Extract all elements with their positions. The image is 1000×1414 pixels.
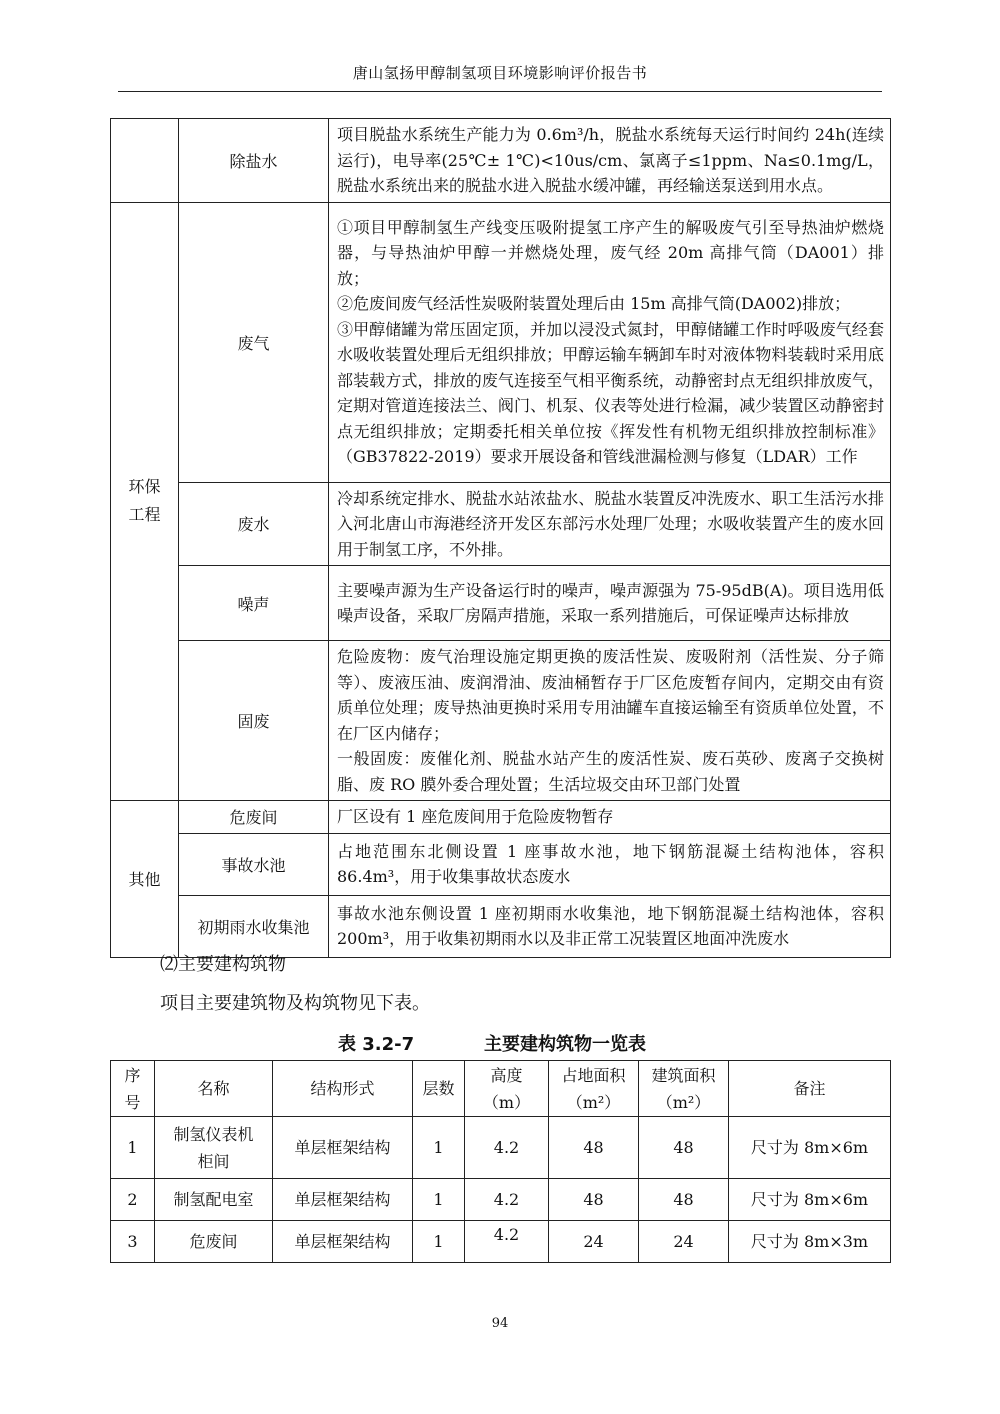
description-cell — [329, 119, 891, 203]
table-cell: 危废间 — [155, 1221, 273, 1263]
column-header: 占地面积（m²） — [549, 1061, 639, 1117]
table-cell: 4.2 — [465, 1179, 549, 1221]
table-header-row — [111, 1061, 891, 1117]
section-intro: 项目主要建筑物及构筑物见下表。 — [160, 993, 430, 1014]
subcategory-cell: 初期雨水收集池 — [179, 895, 329, 957]
description-line: ③甲醇储罐为常压固定顶，并加以浸没式氮封，甲醇储罐工作时呼吸废气经套水吸收装置处理后无组织排放；甲醇运输车辆卸车时对液体物料装载时采用底部装载方式，排放的废气连接至气相平衡系统，动静密封点无组织排放废气，定期对管道连接法兰、阀门、机泵、仪表等处进行检漏，减少装置区动静密封点无组织排放；定期委托相关单位按《挥发性有机物无组织排放控制标准》（GB37822-2019）要求开展设备和管线泄漏检测与修复（LDAR）工作 — [337, 319, 884, 466]
section-heading: ⑵主要建构筑物 — [160, 954, 286, 975]
table-cell: 48 — [639, 1117, 729, 1179]
description-line: 事故水池东侧设置 1 座初期雨水收集池，地下钢筋混凝土结构池体，容积 200m³，用于收集初期雨水以及非正常工况装置区地面冲洗废水 — [337, 903, 884, 948]
description-line: 占地范围东北侧设置 1 座事故水池，地下钢筋混凝土结构池体，容积 86.4m³，用于收集事故状态废水 — [337, 841, 884, 886]
description-cell — [329, 482, 891, 566]
table-cell: 24 — [549, 1221, 639, 1263]
table-row — [111, 566, 891, 641]
description-cell — [329, 641, 891, 801]
subcategory-cell: 除盐水 — [179, 119, 329, 203]
engineering-table — [110, 118, 891, 958]
column-header: 建筑面积（m²） — [639, 1061, 729, 1117]
table-row — [111, 895, 891, 957]
table-cell: 单层框架结构 — [273, 1117, 413, 1179]
description-line: 项目脱盐水系统生产能力为 0.6m³/h，脱盐水系统每天运行时间约 24h(连续运行)，电导率(25℃± 1℃)<10us/cm、氯离子≤1ppm、Na≤0.1mg/L，脱盐水系统出来的脱盐水进入脱盐水缓冲罐，再经输送泵送到用水点。 — [337, 125, 884, 195]
table-cell: 单层框架结构 — [273, 1221, 413, 1263]
description-line: ①项目甲醇制氢生产线变压吸附提氢工序产生的解吸废气引至导热油炉燃烧器，与导热油炉甲醇一并燃烧处理，废气经 20m 高排气筒（DA001）排放； — [337, 217, 884, 288]
column-header: 备注 — [729, 1061, 891, 1117]
column-header: 序号 — [111, 1061, 155, 1117]
description-line: 危险废物：废气治理设施定期更换的废活性炭、废吸附剂（活性炭、分子筛等）、废液压油、废润滑油、废油桶暂存于厂区危废暂存间内，定期交由有资质单位处理；废导热油更换时采用专用油罐车直接运输至有资质单位处置，不在厂区内储存； — [337, 647, 884, 743]
table-cell: 1 — [111, 1117, 155, 1179]
table-cell: 48 — [549, 1179, 639, 1221]
table-cell: 制氢配电室 — [155, 1179, 273, 1221]
description-line: ②危废间废气经活性炭吸附装置处理后由 15m 高排气筒(DA002)排放； — [337, 294, 851, 313]
description-line: 冷却系统定排水、脱盐水站浓盐水、脱盐水装置反冲洗废水、职工生活污水排入河北唐山市海港经济开发区东部污水处理厂处理；水吸收装置产生的废水回用于制氢工序，不外排。 — [337, 488, 884, 559]
description-cell — [329, 566, 891, 641]
table-cell: 1 — [413, 1179, 465, 1221]
description-cell — [329, 833, 891, 895]
description-cell — [329, 202, 891, 482]
table-row — [111, 1221, 891, 1263]
page-number: 94 — [491, 1316, 509, 1331]
subcategory-cell: 危废间 — [179, 801, 329, 834]
buildings-table — [110, 1060, 891, 1263]
table-cell: 1 — [413, 1117, 465, 1179]
subcategory-cell: 噪声 — [179, 566, 329, 641]
table-row — [111, 641, 891, 801]
column-header: 结构形式 — [273, 1061, 413, 1117]
description-cell — [329, 801, 891, 834]
description-line: 厂区设有 1 座危废间用于危险废物暂存 — [337, 807, 614, 826]
table-cell: 尺寸为 8m×6m — [729, 1117, 891, 1179]
table-row — [111, 833, 891, 895]
category-cell: 环保工程 — [111, 202, 179, 801]
description-line: 主要噪声源为生产设备运行时的噪声，噪声源强为 75-95dB(A)。项目选用低噪声设备，采取厂房隔声措施，采取一系列措施后，可保证噪声达标排放 — [337, 580, 884, 625]
description-line: 一般固废：废催化剂、脱盐水站产生的废活性炭、废石英砂、废离子交换树脂、废 RO 膜外委合理处置；生活垃圾交由环卫部门处置 — [337, 749, 884, 794]
table-row — [111, 801, 891, 834]
subcategory-cell: 废气 — [179, 202, 329, 482]
table-row — [111, 202, 891, 482]
subcategory-cell: 固废 — [179, 641, 329, 801]
column-header: 层数 — [413, 1061, 465, 1117]
description-cell — [329, 895, 891, 957]
table-cell: 24 — [639, 1221, 729, 1263]
table-cell: 48 — [639, 1179, 729, 1221]
table-caption-title: 主要建构筑物一览表 — [484, 1034, 646, 1055]
table-cell: 单层框架结构 — [273, 1179, 413, 1221]
table-cell: 4.2 — [465, 1117, 549, 1179]
table-cell: 3 — [111, 1221, 155, 1263]
header-rule — [118, 91, 882, 92]
category-cell — [111, 119, 179, 203]
table-row — [111, 1179, 891, 1221]
table-cell: 4.2 — [465, 1221, 549, 1263]
table-cell: 制氢仪表机柜间 — [155, 1117, 273, 1179]
subcategory-cell: 事故水池 — [179, 833, 329, 895]
column-header: 高度（m） — [465, 1061, 549, 1117]
table-row — [111, 1117, 891, 1179]
table-cell: 2 — [111, 1179, 155, 1221]
subcategory-cell: 废水 — [179, 482, 329, 566]
column-header: 名称 — [155, 1061, 273, 1117]
page-header: 唐山氢扬甲醇制氢项目环境影响评价报告书 — [352, 64, 648, 82]
table-caption-number: 表 3.2-7 — [338, 1034, 415, 1055]
table-cell: 48 — [549, 1117, 639, 1179]
table-cell: 尺寸为 8m×6m — [729, 1179, 891, 1221]
table-row — [111, 482, 891, 566]
table-row — [111, 119, 891, 203]
table-cell: 尺寸为 8m×3m — [729, 1221, 891, 1263]
category-cell: 其他 — [111, 801, 179, 958]
table-cell: 1 — [413, 1221, 465, 1263]
